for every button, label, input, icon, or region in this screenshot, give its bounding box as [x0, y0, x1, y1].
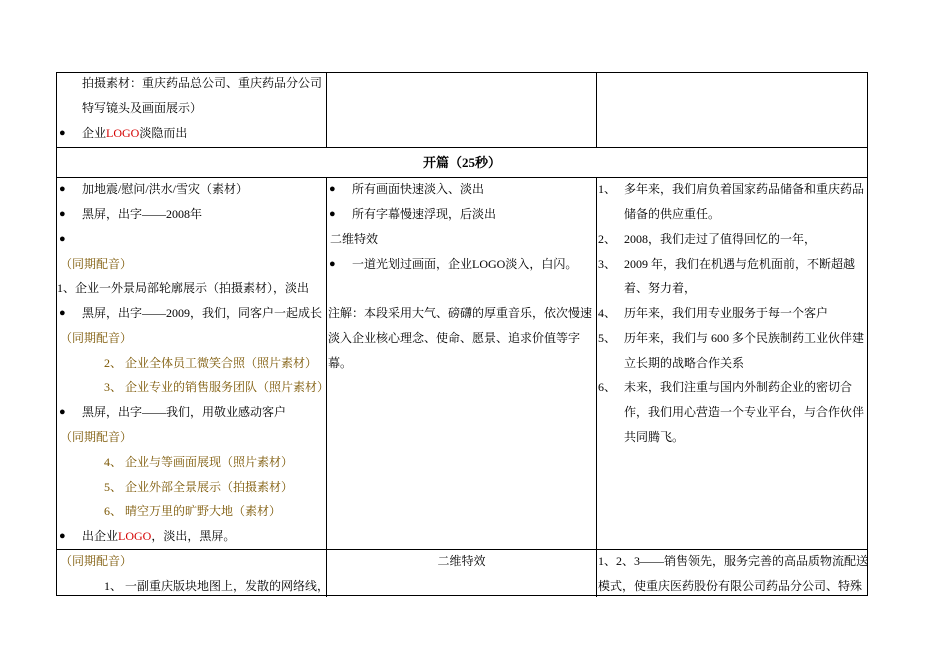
text-part: 出企业 — [82, 529, 119, 543]
bullet-icon: ● — [59, 307, 66, 319]
logo-text: LOGO — [118, 529, 152, 543]
c2-line-3: 二维特效 — [330, 232, 379, 246]
r3-c3-line-1: 1、2、3——销售领先，服务完善的高品质物流配送 — [598, 554, 869, 568]
c3-line-3b: 着、努力着， — [624, 281, 697, 295]
bullet-icon: ● — [329, 208, 336, 220]
c2-line-6: 淡入企业核心理念、使命、愿景、追求价值等字 — [328, 331, 581, 345]
col-divider-b2 — [596, 177, 597, 597]
c2-line-5: 注解：本段采用大气、磅礴的厚重音乐，依次慢速 — [328, 306, 593, 320]
c1-line-15 — [82, 528, 235, 544]
c1-line-6: 黑屏，出字——2009，我们，同客户一起成长 — [82, 306, 323, 320]
c3-line-1a: 多年来，我们肩负着国家药品储备和重庆药品 — [624, 182, 865, 196]
c3-num-1: 1、 — [598, 182, 617, 196]
c2-line-1: 所有画面快速淡入、淡出 — [352, 182, 485, 196]
col-divider-b1 — [596, 73, 597, 147]
r3-c3-line-2: 模式，使重庆医药股份有限公司药品分公司、特殊 — [598, 579, 863, 593]
c1-line-11: （同期配音） — [60, 430, 133, 444]
r3-c1-line-1: （同期配音） — [60, 554, 133, 568]
c3-num-6: 6、 — [598, 380, 617, 394]
row-divider-3 — [57, 549, 867, 550]
bullet-icon: ● — [329, 258, 336, 270]
text-part: 淡隐而出 — [139, 126, 188, 140]
c1-line-10: 黑屏，出字——我们，用敬业感动客户 — [82, 405, 287, 419]
c2-line-4: 一道光划过画面，企业LOGO淡入，白闪。 — [352, 257, 578, 271]
bullet-icon: ● — [59, 233, 66, 245]
c1-line-12: 4、 企业与等画面展现（照片素材） — [104, 455, 294, 469]
c3-num-2: 2、 — [598, 232, 617, 246]
row1-text-3 — [82, 125, 187, 141]
c2-line-7: 幕。 — [328, 356, 353, 370]
c1-line-9: 3、 企业专业的销售服务团队（照片素材） — [104, 380, 330, 394]
logo-text: LOGO — [106, 126, 140, 140]
c3-num-3: 3、 — [598, 257, 617, 271]
row-divider-2 — [57, 177, 867, 178]
c1-line-14: 6、 晴空万里的旷野大地（素材） — [104, 504, 282, 518]
c1-line-8: 2、 企业全体员工微笑合照（照片素材） — [104, 356, 318, 370]
c1-line-5: 1、企业一外景局部轮廓展示（拍摄素材），淡出 — [57, 281, 310, 295]
c3-line-5b: 立长期的战略合作关系 — [624, 356, 745, 370]
c1-line-4: （同期配音） — [60, 257, 133, 271]
section-title: 开篇（25秒） — [422, 155, 501, 170]
row-divider-1 — [57, 147, 867, 148]
col-divider-a1 — [326, 73, 327, 147]
c1-line-1: 加地震/慰问/洪水/雪灾（素材） — [82, 182, 249, 196]
c3-num-5: 5、 — [598, 331, 617, 345]
row1-text-2: 特写镜头及画面展示） — [82, 101, 203, 115]
c3-line-1b: 储备的供应重任。 — [624, 207, 721, 221]
text-part: 企业 — [82, 126, 107, 140]
r3-c2-line-1: 二维特效 — [437, 554, 486, 568]
bullet-icon: ● — [329, 183, 336, 195]
c1-line-13: 5、 企业外部全景展示（拍摄素材） — [104, 480, 294, 494]
c3-line-2a: 2008，我们走过了值得回忆的一年， — [624, 232, 817, 246]
bullet-icon: ● — [59, 127, 66, 139]
c1-line-2: 黑屏，出字——2008年 — [82, 207, 203, 221]
c1-line-7: （同期配音） — [60, 331, 133, 345]
c3-line-6c: 共同腾飞。 — [624, 430, 685, 444]
c3-line-5a: 历年来，我们与 600 多个民族制药工业伙伴建 — [624, 331, 865, 345]
script-table — [56, 72, 868, 596]
text-part: ，淡出，黑屏。 — [151, 529, 236, 543]
bullet-icon: ● — [59, 183, 66, 195]
bullet-icon: ● — [59, 530, 66, 542]
c3-line-3a: 2009 年，我们在机遇与危机面前，不断超越 — [624, 257, 856, 271]
c3-num-4: 4、 — [598, 306, 617, 320]
bullet-icon: ● — [59, 208, 66, 220]
c3-line-6a: 未来，我们注重与国内外制药企业的密切合 — [624, 380, 853, 394]
c2-line-2: 所有字幕慢速浮现，后淡出 — [352, 207, 497, 221]
c3-line-4a: 历年来，我们用专业服务于每一个客户 — [624, 306, 829, 320]
bullet-icon: ● — [59, 406, 66, 418]
r3-c1-line-2: 1、 一副重庆版块地图上，发散的网络线， — [104, 579, 330, 593]
c3-line-6b: 作，我们用心营造一个专业平台，与合作伙伴 — [624, 405, 865, 419]
row1-text-1: 拍摄素材：重庆药品总公司、重庆药品分公司 — [82, 76, 323, 90]
